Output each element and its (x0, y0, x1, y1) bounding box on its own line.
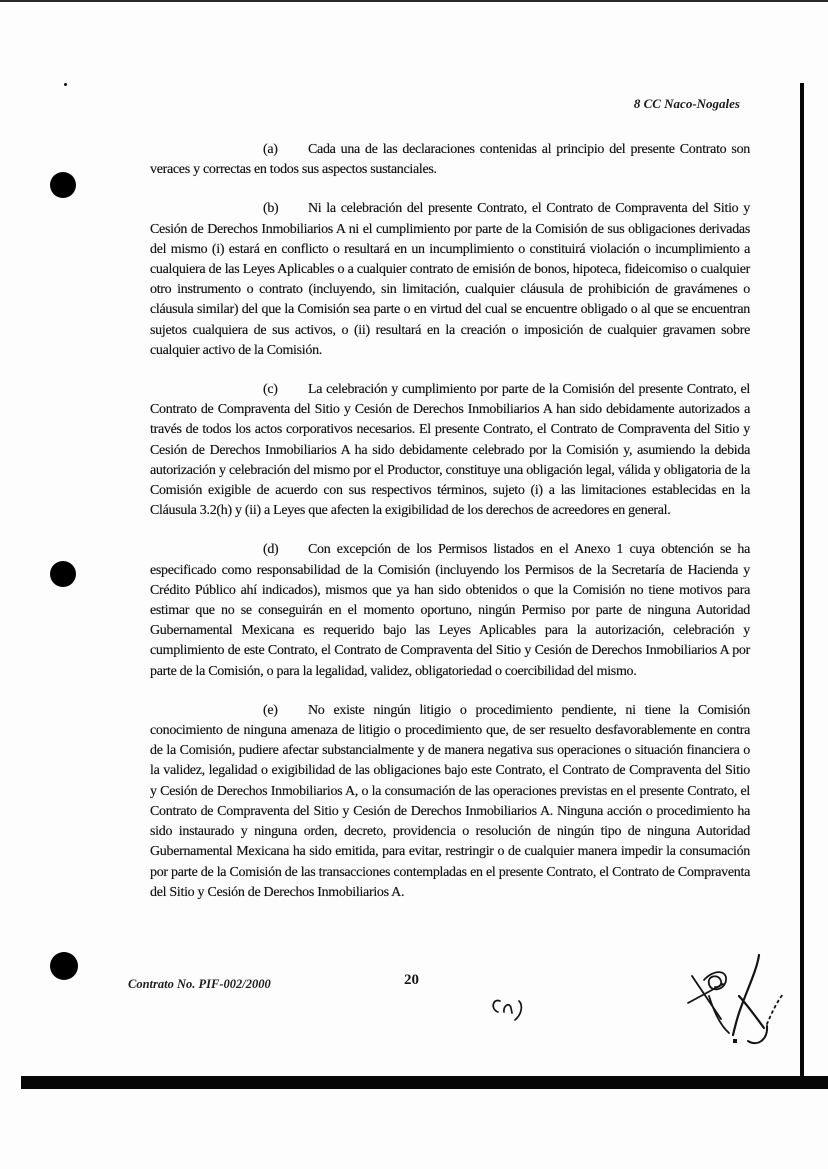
punch-hole-mark (50, 952, 78, 980)
paragraph-text: Ni la celebración del presente Contrato, el Contrato de Compraventa del Sitio y Cesión de Derechos Inmobiliarios A ni el cumplimiento por parte de la Comisión de sus obligaciones derivadas del mismo (i) estará en conflicto o resultará en un incumplimiento o constituirá violación o incumplimiento a cualquiera de las Leyes Aplicables o a cualquier contrato de emisión de bonos, hipoteca, fideicomiso o cualquier otro instrumento o contrato (incluyendo, sin limitación, cualquier cláusula de prohibición de gravámenes o cláusula similar) del que la Comisión sea parte o en virtud del cual se encuentre obligado o al que se encuentran sujetos cualquiera de sus activos, o (ii) resultará en la creación o imposición de cualquier gravamen sobre cualquier activo de la Comisión. (150, 201, 750, 358)
scan-speck (64, 83, 67, 86)
paragraph-label: (a) (263, 142, 278, 157)
paragraph-text: Con excepción de los Permisos listados en el Anexo 1 cuya obtención se ha especificado como responsabilidad de la Comisión (incluyendo los Permisos de la Secretaría de Hacienda y Crédito Público ahí indicados), mismos que ya han sido obtenidos o que la Comisión no tiene motivos para estimar que no se conseguirán en el momento oportuno, ningún Permiso por parte de ninguna Autoridad Gubernamental Mexicana es requerido bajo las Leyes Aplicables para la autorización, celebración y cumplimiento de este Contrato, el Contrato de Compraventa del Sitio y Cesión de Derechos Inmobiliarios A por parte de la Comisión, o para la legalidad, validez, obligatoriedad o coercibilidad del mismo. (150, 542, 750, 679)
paragraph-text: La celebración y cumplimiento por parte de la Comisión del presente Contrato, el Contrato de Compraventa del Sitio y Cesión de Derechos Inmobiliarios A han sido debidamente autorizados a través de todos los actos corporativos necesarios. El presente Contrato, el Contrato de Compraventa del Sitio y Cesión de Derechos Inmobiliarios A ha sido debidamente celebrado por la Comisión y, asumiendo la debida autorización y celebración del mismo por el Productor, constituye una obligación legal, válida y obligatoria de la Comisión exigible de acuerdo con sus respectivos términos, sujeto (i) a las limitaciones establecidas en la Cláusula 3.2(h) y (ii) a Leyes que afecten la exigibilidad de los derechos de acreedores en general. (150, 382, 750, 519)
page-number: 20 (404, 972, 419, 988)
paragraph-label: (c) (263, 382, 278, 398)
punch-hole-mark (50, 172, 76, 198)
handwritten-initials (488, 993, 530, 1030)
handwritten-signature (676, 938, 828, 1055)
paragraph-text: No existe ningún litigio o procedimiento pendiente, ni tiene la Comisión conocimiento de ninguna amenaza de litigio o procedimiento que, de ser resuelto desfavorablemente en contra de la Comisión, pudiere afectar substancialmente y de manera negativa sus operaciones o situación financiera o la validez, legalidad o exigibilidad de las obligaciones bajo este Contrato, el Contrato de Compraventa del Sitio y Cesión de Derechos Inmobiliarios A, o la consumación de las operaciones previstas en el presente Contrato, el Contrato de Compraventa del Sitio y Cesión de Derechos Inmobiliarios A. Ninguna acción o procedimiento ha sido instaurado y ninguna orden, decreto, providencia o resolución de ningún tipo de ninguna Autoridad Gubernamental Mexicana ha sido emitida, para evitar, restringir o de cualquier manera impedir la consumación por parte de la Comisión de las transacciones contempladas en el presente Contrato, el Contrato de Compraventa del Sitio y Cesión de Derechos Inmobiliarios A. (150, 702, 750, 900)
header-reference: 8 CC Naco-Nogales (633, 96, 740, 111)
paragraph-e (150, 701, 750, 903)
paragraph-label: (b) (263, 201, 279, 217)
paragraph-a (150, 140, 750, 180)
footer-contract-number: Contrato No. PIF-002/2000 (128, 977, 271, 991)
paragraph-c (150, 380, 750, 521)
paragraph-label: (e) (263, 702, 278, 718)
paragraph-label: (d) (263, 542, 279, 558)
paragraph-d (150, 540, 750, 681)
paragraph-text: Cada una de las declaraciones contenidas al principio del presente Contrato son veraces y correctas en todos sus aspectos sustanciales. (150, 142, 750, 178)
punch-hole-mark (50, 561, 76, 587)
scan-edge-top (0, 0, 828, 2)
contract-body (150, 140, 750, 903)
paragraph-b (150, 199, 750, 361)
scan-edge-bottom (21, 1076, 828, 1089)
